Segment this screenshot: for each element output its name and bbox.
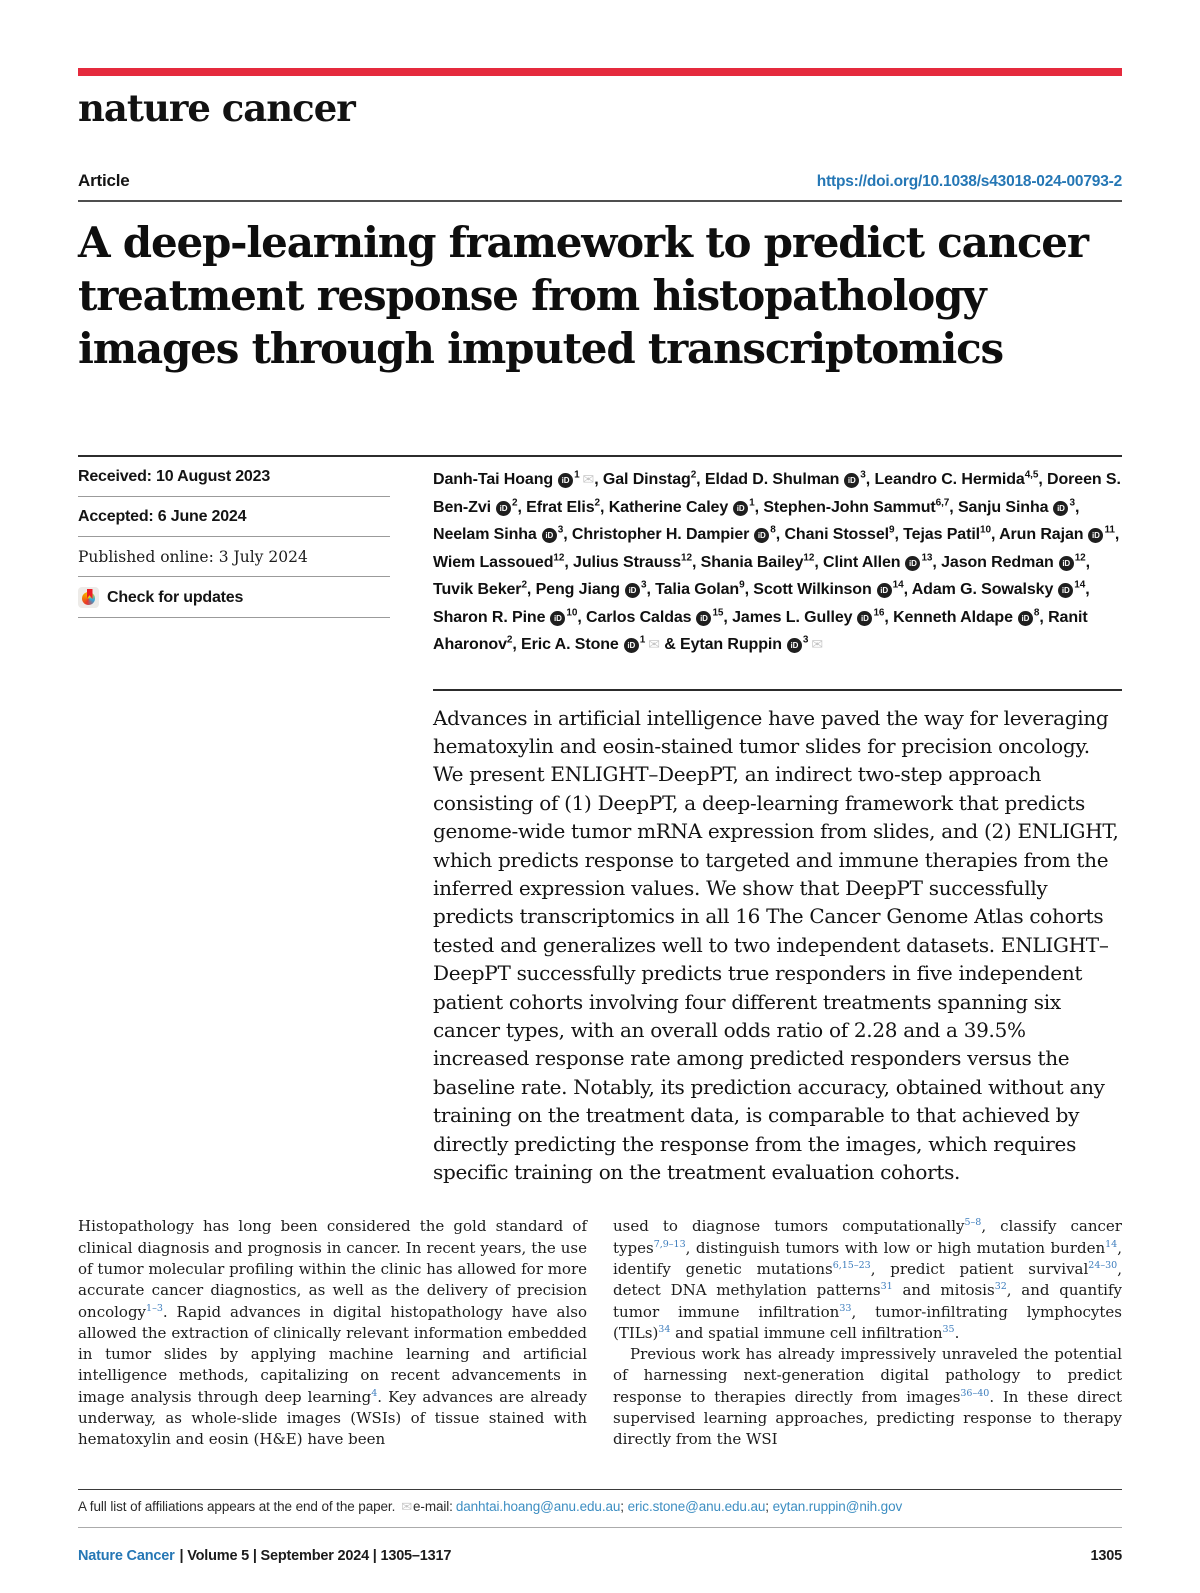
title-line: treatment response from histopathology	[78, 271, 986, 320]
author: Tejas Patil$^{10}$	[903, 524, 991, 543]
author: Chani Stossel$^9$	[784, 524, 895, 543]
reference-sup[interactable]: 35	[942, 1323, 955, 1335]
author: Tuvik Beker$^2$	[433, 579, 527, 598]
author-affiliation-sup: 2	[594, 497, 600, 509]
author: Eldad D. Shulman iD $^3$	[704, 469, 866, 488]
author: Doreen S. Ben-Zvi iD $^2$	[433, 471, 1121, 516]
orcid-icon[interactable]: iD	[625, 583, 640, 598]
paragraph: Previous work has already impressively unraveled the potential of harnessing next-generation digital pathology to predict response to therapies directly from images$^{36-40}$. In these direct supervised learning approaches, predicting response to therapy directly from the WSI	[613, 1345, 1122, 1449]
author: Talia Golan$^9$	[655, 579, 745, 598]
envelope-icon: ✉	[401, 1498, 413, 1514]
orcid-icon[interactable]: iD	[905, 556, 920, 571]
author-affiliation-sup: 12	[1074, 552, 1086, 564]
abstract-section	[433, 689, 1122, 1187]
email-link[interactable]: danhtai.hoang@anu.edu.au	[455, 1498, 621, 1514]
reference-sup[interactable]: 36–40	[960, 1387, 990, 1399]
author-affiliation-sup: 8	[1033, 607, 1040, 619]
author: Efrat Elis$^2$	[526, 497, 600, 516]
orcid-icon[interactable]: iD	[496, 501, 511, 516]
doi-link[interactable]: https://doi.org/10.1038/s43018-024-00793-2	[816, 173, 1122, 190]
mid-section	[78, 455, 1122, 659]
orcid-icon[interactable]: iD	[1088, 528, 1103, 543]
page-number: 1305	[1090, 1547, 1122, 1564]
orcid-icon[interactable]: iD	[1053, 501, 1068, 516]
author: Ranit Aharonov$^2$	[433, 608, 1088, 653]
orcid-icon[interactable]: iD	[1018, 611, 1033, 626]
orcid-icon[interactable]: iD	[558, 473, 573, 488]
author: Gal Dinstag$^2$	[602, 469, 697, 488]
envelope-icon[interactable]: ✉	[811, 636, 824, 652]
author: Kenneth Aldape iD $^8$	[893, 607, 1040, 626]
published-date: Published online: 3 July 2024	[78, 537, 390, 577]
title-line: images through imputed transcriptomics	[78, 324, 1003, 373]
crossmark-icon	[78, 587, 99, 608]
author: Peng Jiang iD $^3$	[535, 579, 647, 598]
author-affiliation-sup: 4,5	[1024, 469, 1039, 481]
author-affiliation-sup: 14	[892, 579, 904, 591]
author: Eytan Ruppin iD $^3$ ✉	[680, 634, 824, 653]
author: Carlos Caldas iD $^{15}$	[586, 607, 724, 626]
accent-bar	[78, 68, 1122, 76]
author-affiliation-sup: 13	[921, 552, 933, 564]
author-affiliation-sup: 3	[860, 469, 866, 481]
article-header	[78, 171, 1122, 202]
author-affiliation-sup: 6,7	[935, 497, 950, 509]
check-for-updates-button[interactable]	[78, 577, 390, 618]
body-column-left	[78, 1216, 587, 1450]
email-label: e-mail:	[413, 1498, 453, 1514]
author-affiliation-sup: 14	[1074, 579, 1086, 591]
author: Christopher H. Dampier iD $^8$	[571, 524, 776, 543]
affiliations-note: A full list of affiliations appears at the end of the paper.	[78, 1498, 396, 1514]
author: Neelam Sinha iD $^3$	[433, 524, 564, 543]
author: Scott Wilkinson iD $^{14}$	[753, 579, 904, 598]
title-line: A deep-learning framework to predict cancer	[78, 218, 1088, 267]
orcid-icon[interactable]: iD	[624, 638, 639, 653]
author: Shania Bailey$^{12}$	[700, 552, 815, 571]
orcid-icon[interactable]: iD	[787, 638, 802, 653]
author: Eric A. Stone iD $^1$ ✉	[521, 634, 660, 653]
paragraph: used to diagnose tumors computationally$^{5-8}$, classify cancer types$^{7,9-13}$, distinguish tumors with low or high mutation burden$^{14}$, identify genetic mutations$^{6,15-23}$, predict patient survival$^{24-30}$, detect DNA methylation patterns$^{31}$ and mitosis$^{32}$, and quantify tumor immune infiltration$^{33}$, tumor-infiltrating lymphocytes (TILs)$^{34}$ and spatial immune cell infiltration$^{35}$.	[613, 1217, 1123, 1342]
journal-logo: nature cancer	[78, 86, 355, 130]
reference-sup[interactable]: 1–3	[146, 1302, 163, 1314]
author-affiliation-sup: 1	[749, 497, 755, 509]
author-affiliation-sup: 3	[557, 524, 564, 536]
author: James L. Gulley iD $^{16}$	[732, 607, 885, 626]
check-for-updates-label: Check for updates	[107, 588, 244, 606]
paragraph: Histopathology has long been considered the gold standard of clinical diagnosis and prognosis in cancer. In recent years, the use of tumor molecular profiling within the clinic has allowed for more accurate cancer diagnostics, as well as the delivery of precision oncology$^{1-3}$. Rapid advances in digital histopathology have also allowed the extraction of clinically relevant information embedded in tumor slides by applying machine learning and artificial intelligence methods, capitalizing on recent advancements in image analysis through deep learning$^4$. Key advances are already underway, as whole-slide images (WSIs) of tissue stained with hematoxylin and eosin (H&E) have been	[78, 1217, 587, 1449]
orcid-icon[interactable]: iD	[844, 473, 859, 488]
reference-sup[interactable]: 24–30	[1088, 1260, 1118, 1271]
author-affiliation-sup: 3	[802, 634, 809, 646]
reference-sup[interactable]: 34	[658, 1323, 671, 1335]
author: Sharon R. Pine iD $^{10}$	[433, 607, 578, 626]
author: Adam G. Sowalsky iD $^{14}$	[911, 579, 1086, 598]
reference-sup[interactable]: 7,9–13	[653, 1238, 686, 1250]
author-affiliation-sup: 15	[712, 607, 724, 619]
author-affiliation-sup: 12	[553, 552, 565, 564]
author-affiliation-sup: 12	[803, 552, 815, 564]
author-affiliation-sup: 3	[1069, 497, 1075, 509]
envelope-icon[interactable]: ✉	[582, 471, 595, 487]
author-affiliation-sup: 2	[511, 497, 518, 509]
reference-sup[interactable]: 32	[994, 1281, 1007, 1293]
author: Danh-Tai Hoang iD $^1$ ✉	[433, 469, 595, 488]
accepted-date: Accepted: 6 June 2024	[78, 497, 390, 537]
author-affiliation-sup: 1	[574, 469, 580, 481]
author: Julius Strauss$^{12}$	[573, 552, 692, 571]
citation-line	[78, 1548, 451, 1564]
orcid-icon[interactable]: iD	[1059, 556, 1074, 571]
author-affiliation-sup: 2	[521, 579, 527, 591]
author-affiliation-sup: 12	[681, 552, 692, 564]
email-links: danhtai.hoang@anu.edu.au; eric.stone@anu.edu.au; eytan.ruppin@nih.gov	[455, 1498, 903, 1514]
email-link[interactable]: eytan.ruppin@nih.gov	[772, 1498, 903, 1514]
orcid-icon[interactable]: iD	[857, 611, 872, 626]
orcid-icon[interactable]: iD	[1058, 583, 1073, 598]
author-affiliation-sup: 8	[770, 524, 776, 536]
metadata-column	[78, 457, 390, 659]
author-affiliation-sup: 10	[566, 607, 578, 619]
author-affiliation-sup: 3	[640, 579, 647, 591]
orcid-icon[interactable]: iD	[542, 528, 557, 543]
author-affiliation-sup: 2	[690, 469, 697, 481]
page-title	[78, 216, 1122, 375]
author: Jason Redman iD $^{12}$	[941, 552, 1086, 571]
author: Leandro C. Hermida$^{4,5}$	[874, 469, 1039, 488]
abstract-text: Advances in artificial intelligence have paved the way for leveraging hematoxylin and eosin-stained tumor slides for precision oncology. We present ENLIGHT–DeepPT, an indirect two-step approach consisting of (1) DeepPT, a deep-learning framework that predicts genome-wide tumor mRNA expression from slides, and (2) ENLIGHT, which predicts response to targeted and immune therapies from the inferred expression values. We show that DeepPT successfully predicts transcriptomics in all 16 The Cancer Genome Atlas cohorts tested and generalizes well to two independent datasets. ENLIGHT–DeepPT successfully predicts true responders in five independent patient cohorts involving four different treatments spanning six cancer types, with an overall odds ratio of 2.28 and a 39.5% increased response rate among predicted responders versus the baseline rate. Notably, its prediction accuracy, obtained without any training on the treatment data, is comparable to that achieved by directly predicting the response from the images, which requires specific training on the treatment evaluation cohorts.	[433, 705, 1119, 1184]
orcid-icon[interactable]: iD	[877, 583, 892, 598]
orcid-icon[interactable]: iD	[696, 611, 711, 626]
body-columns	[78, 1216, 1122, 1450]
author: Sanju Sinha iD $^3$	[957, 497, 1075, 516]
author-affiliation-sup: 2	[506, 634, 513, 646]
author-affiliation-sup: 9	[888, 524, 895, 536]
email-link[interactable]: eric.stone@anu.edu.au	[627, 1498, 766, 1514]
orcid-icon[interactable]: iD	[550, 611, 565, 626]
reference-sup[interactable]: 6,15–23	[832, 1260, 871, 1271]
footnote	[78, 1489, 1122, 1528]
journal-footer	[78, 1548, 1122, 1564]
reference-sup[interactable]: 4	[371, 1387, 378, 1399]
article-label: Article	[78, 171, 130, 190]
author-affiliation-sup: 11	[1104, 524, 1115, 536]
author-list: Danh-Tai Hoang iD $^1$ ✉, Gal Dinstag$^2$, Eldad D. Shulman iD $^3$, Leandro C. Hermida$^{4,5}$, Doreen S. Ben-Zvi iD $^2$, Efrat Elis$^2$, Katherine Caley iD $^1$, Stephen-John Sammut$^{6,7}$, Sanju Sinha iD $^3$, Neelam Sinha iD $^3$, Christopher H. Dampier iD $^8$, Chani Stossel$^9$, Tejas Patil$^{10}$, Arun Rajan iD $^{11}$, Wiem Lassoued$^{12}$, Julius Strauss$^{12}$, Shania Bailey$^{12}$, Clint Allen iD $^{13}$, Jason Redman iD $^{12}$, Tuvik Beker$^2$, Peng Jiang iD $^3$, Talia Golan$^9$, Scott Wilkinson iD $^{14}$, Adam G. Sowalsky iD $^{14}$, Sharon R. Pine iD $^{10}$, Carlos Caldas iD $^{15}$, James L. Gulley iD $^{16}$, Kenneth Aldape iD $^8$, Ranit Aharonov$^2$, Eric A. Stone iD $^1$ ✉ & Eytan Ruppin iD $^3$ ✉	[433, 469, 1121, 653]
author: Wiem Lassoued$^{12}$	[433, 552, 565, 571]
reference-sup[interactable]: 33	[839, 1302, 852, 1314]
reference-sup[interactable]: 14	[1105, 1238, 1118, 1250]
author: Clint Allen iD $^{13}$	[823, 552, 933, 571]
author-affiliation-sup: 9	[739, 579, 745, 591]
reference-sup[interactable]: 5–8	[964, 1217, 982, 1229]
author: Stephen-John Sammut$^{6,7}$	[763, 497, 950, 516]
author-affiliation-sup: 1	[639, 634, 646, 646]
body-column-right	[613, 1216, 1122, 1450]
journal-name-link[interactable]: Nature Cancer	[78, 1547, 175, 1564]
envelope-icon[interactable]: ✉	[648, 636, 660, 652]
author: Arun Rajan iD $^{11}$	[999, 524, 1115, 543]
orcid-icon[interactable]: iD	[733, 501, 748, 516]
orcid-icon[interactable]: iD	[754, 528, 769, 543]
author: Katherine Caley iD $^1$	[608, 497, 755, 516]
author-affiliation-sup: 10	[980, 524, 991, 536]
received-date: Received: 10 August 2023	[78, 457, 390, 497]
author-affiliation-sup: 16	[873, 607, 885, 619]
issue-info: | Volume 5 | September 2024 | 1305–1317	[179, 1547, 452, 1564]
reference-sup[interactable]: 31	[880, 1281, 893, 1293]
